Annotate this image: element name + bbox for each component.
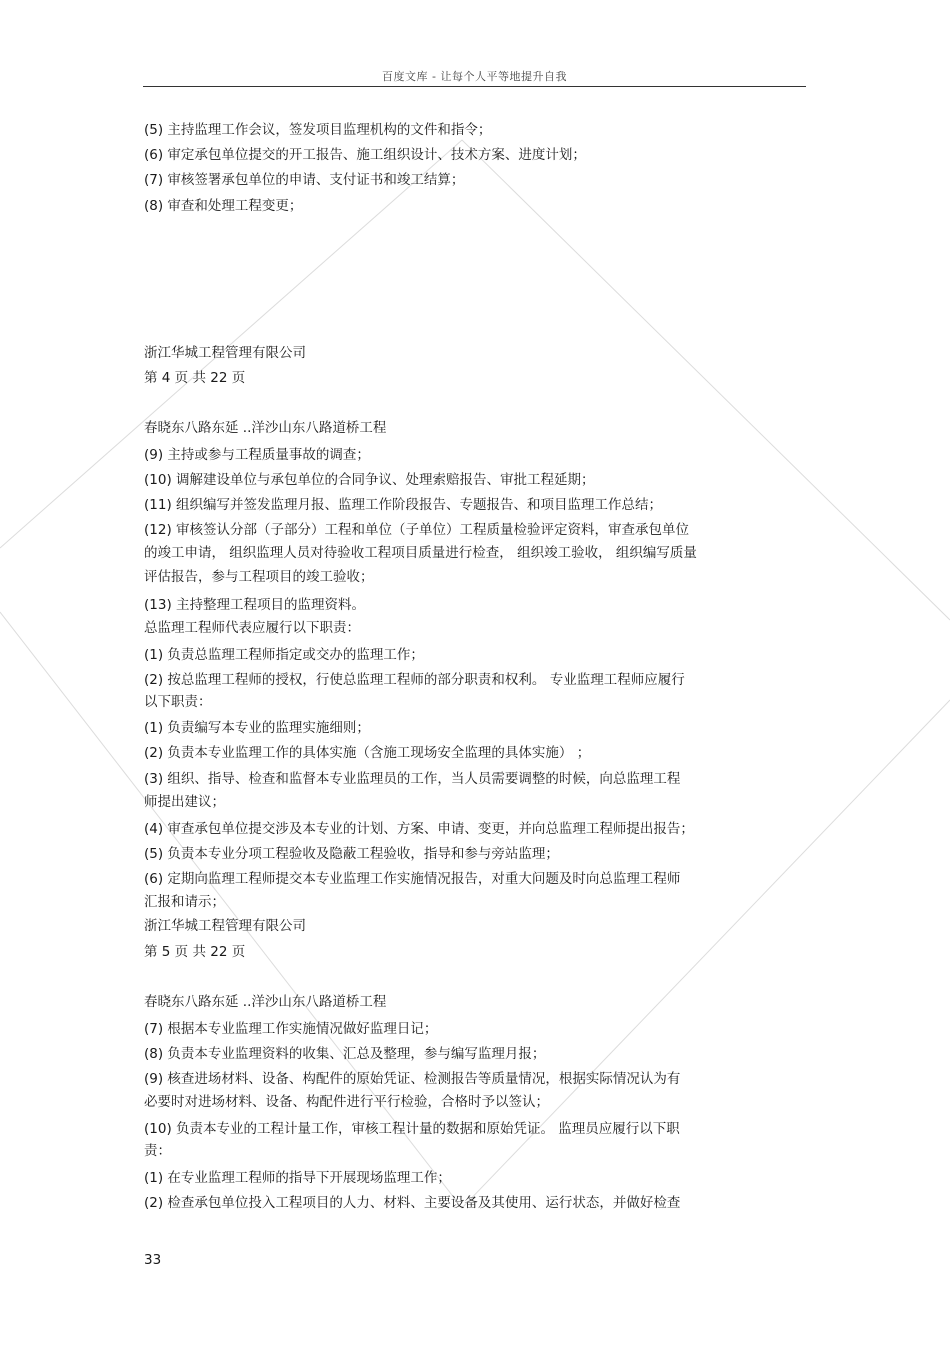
text-line: 浙江华城工程管理有限公司 [144,918,306,934]
text-line: (11) 组织编写并签发监理月报、监理工作阶段报告、专题报告、和项目监理工作总结； [144,497,663,513]
text-line: (8) 负责本专业监理资料的收集、汇总及整理，参与编写监理月报； [144,1046,546,1062]
text-line: 必要时对进场材料、设备、构配件进行平行检验，合格时予以签认； [144,1094,549,1110]
text-line: (1) 在专业监理工程师的指导下开展现场监理工作； [144,1170,451,1186]
text-line: 春晓东八路东延 ..洋沙山东八路道桥工程 [144,994,387,1010]
text-line: (7) 根据本专业监理工作实施情况做好监理日记； [144,1021,438,1037]
text-line: (8) 审查和处理工程变更； [144,198,303,214]
text-line: (7) 审核签署承包单位的申请、支付证书和竣工结算； [144,172,465,188]
text-line: (6) 定期向监理工程师提交本专业监理工作实施情况报告，对重大问题及时向总监理工程师 [144,871,681,887]
text-line: 总监理工程师代表应履行以下职责： [144,620,360,636]
text-line: 第 4 页 共 22 页 [144,370,246,386]
text-line: (2) 负责本专业监理工作的具体实施（含施工现场安全监理的具体实施） ； [144,745,591,761]
text-line: (1) 负责总监理工程师指定或交办的监理工作； [144,647,424,663]
text-line: (4) 审查承包单位提交涉及本专业的计划、方案、申请、变更，并向总监理工程师提出报告； [144,821,694,837]
text-line: (5) 主持监理工作会议，签发项目监理机构的文件和指令； [144,122,492,138]
text-line: (5) 负责本专业分项工程验收及隐蔽工程验收，指导和参与旁站监理； [144,846,559,862]
text-line: 以下职责： [144,694,212,710]
header-text: 百度文库 - 让每个人平等地提升自我 [382,70,567,83]
text-line: 的竣工申请， 组织监理人员对待验收工程项目质量进行检查， 组织竣工验收， 组织编写质量 [144,545,697,561]
text-line: (10) 调解建设单位与承包单位的合同争议、处理索赔报告、审批工程延期； [144,472,595,488]
text-line: (12) 审核签认分部（子部分）工程和单位（子单位）工程质量检验评定资料，审查承包单位 [144,522,690,538]
text-line: (10) 负责本专业的工程计量工作，审核工程计量的数据和原始凭证。 监理员应履行以下职 [144,1121,680,1137]
text-line: (1) 负责编写本专业的监理实施细则； [144,720,370,736]
text-line: (9) 核查进场材料、设备、构配件的原始凭证、检测报告等质量情况，根据实际情况认为有 [144,1071,681,1087]
text-line: (9) 主持或参与工程质量事故的调查； [144,447,370,463]
text-line: 评估报告，参与工程项目的竣工验收； [144,569,374,585]
text-line: 第 5 页 共 22 页 [144,944,246,960]
text-line: 浙江华城工程管理有限公司 [144,345,306,361]
text-line: 责： [144,1143,171,1159]
page-number: 33 [144,1252,162,1268]
text-line: (6) 审定承包单位提交的开工报告、施工组织设计、技术方案、进度计划； [144,147,586,163]
text-line: 春晓东八路东延 ..洋沙山东八路道桥工程 [144,420,387,436]
text-line: 师提出建议； [144,794,225,810]
text-line: (13) 主持整理工程项目的监理资料。 [144,597,366,613]
page-header [143,60,806,87]
text-line: (2) 按总监理工程师的授权，行使总监理工程师的部分职责和权利。 专业监理工程师应履行 [144,672,685,688]
text-line: 汇报和请示； [144,894,225,910]
text-line: (3) 组织、指导、检查和监督本专业监理员的工作，当人员需要调整的时候，向总监理工程 [144,771,681,787]
text-line: (2) 检查承包单位投入工程项目的人力、材料、主要设备及其使用、运行状态，并做好检查 [144,1195,681,1211]
